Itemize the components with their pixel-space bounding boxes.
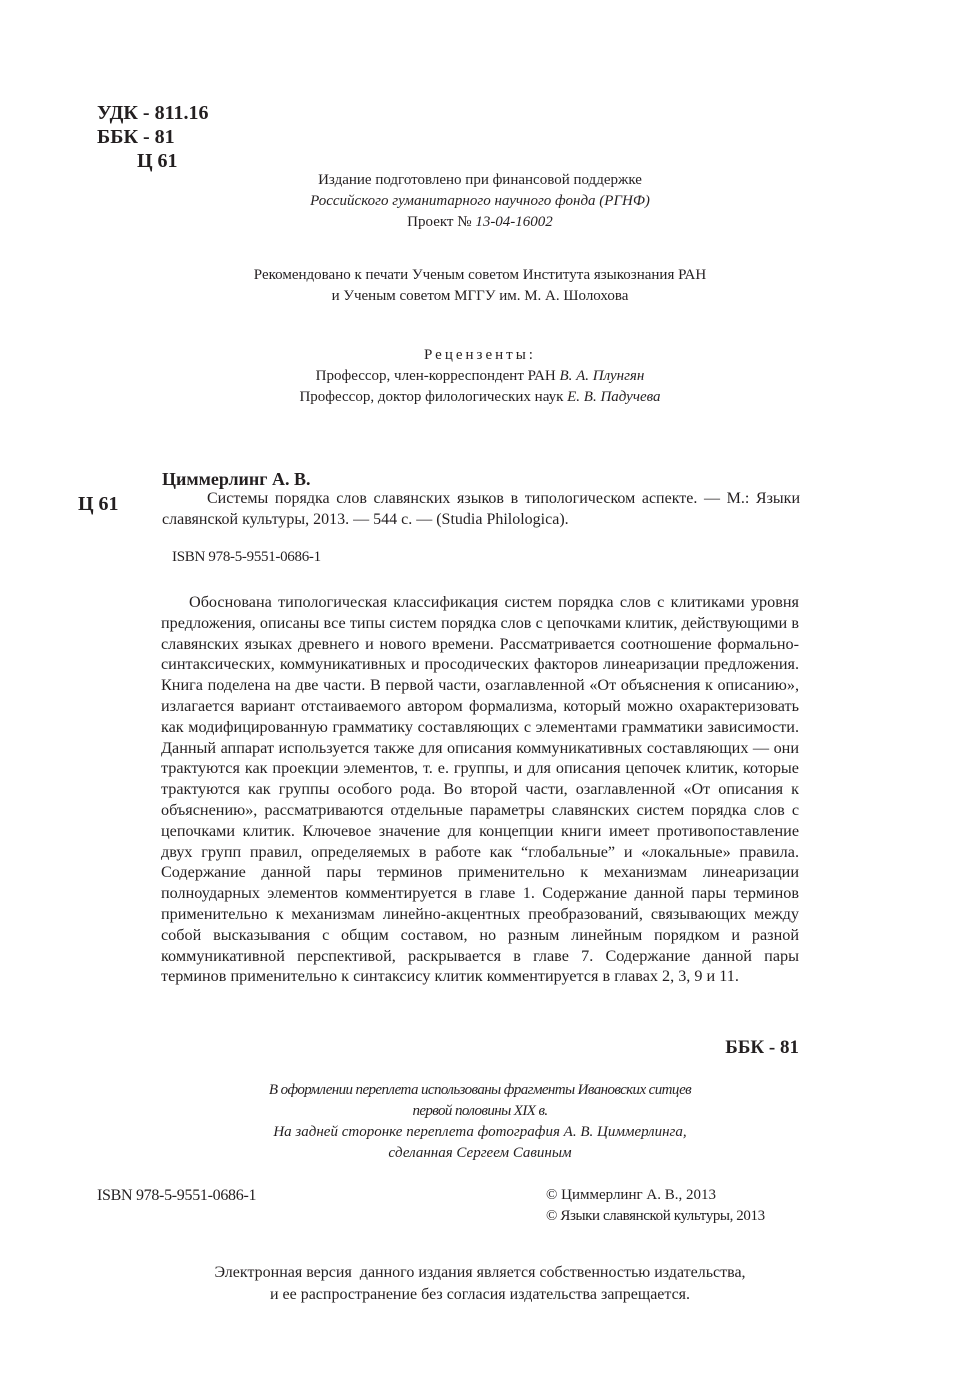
project-number: 13-04-16002 (475, 214, 553, 230)
bibliographic-cipher: Ц 61 (78, 493, 119, 515)
bibliographic-isbn: ISBN 978-5-9551-0686-1 (172, 549, 321, 565)
copyright-author: © Циммерлинг А. В., 2013 (546, 1187, 716, 1203)
footer-isbn: ISBN 978-5-9551-0686-1 (97, 1187, 257, 1204)
copyright-block (546, 1185, 765, 1227)
funding-project (200, 212, 760, 233)
electronic-notice-line-2: и ее распространение без согласия издательства запрещается. (269, 1286, 691, 1303)
project-label: Проект № (407, 214, 472, 230)
reviewer-2 (160, 387, 800, 408)
cover-note-line-4: сделанная Сергеем Савиным (388, 1145, 572, 1161)
abstract-text: Обоснована типологическая классификация систем порядка слов с клитиками уровня предложения, описаны все типы систем порядка слов с цепочками клитик, действующими в славянских языках древнего и нового времени. Рассматривается соотношение формально-синтаксических, коммуникативных и просодических факторов линеаризации предложения. Книга поделена на две части. В первой части, озаглавленной «От объяснения к описанию», излагается вариант отстаиваемого автором формализма, который можно охарактеризовать как модифицированную грамматику составляющих с элементами грамматики зависимости. Данный аппарат используется также для описания коммуникативных составляющих — они трактуются как проекции элементов, т. е. группы, и для описания цепочек клитик, которые трактуются как группы особого рода. Во второй части, озаглавленной «От описания к объяснению», рассматриваются отдельные параметры славянских систем порядка слов с цепочками клитик. Ключевое значение для концепции книги имеет противопоставление двух групп правил, определяемых в работе как “глобальные” и «локальные» правила. Содержание данной пары терминов применительно к механизмам линеаризации полноударных элементов комментируется в главе 1. Содержание данной пары терминов применительно к механизмам линейно-акцентных преобразований, связывающих между собой высказывания с общим составом, но разным линейным порядком и разной коммуникативной перспективой, раскрывается в главе 7. Содержание данной пары терминов применительно к синтаксису клитик комментируется в главах 2, 3, 9 и 11. (161, 593, 799, 986)
copyright-publisher: © Языки славянской культуры, 2013 (546, 1208, 765, 1224)
funding-note (200, 170, 760, 233)
recommendation-line-2: и Ученым советом МГГУ им. М. А. Шолохова (331, 288, 629, 304)
cover-note-line-3: На задней сторонке переплета фотография А. В. Циммерлинга, (273, 1124, 687, 1140)
funding-line-1: Издание подготовлено при финансовой поддержке (318, 172, 642, 188)
bbk-code: ББК - 81 (97, 126, 175, 148)
reviewer-1 (160, 366, 800, 387)
funding-line-2: Российского гуманитарного научного фонда (РГНФ) (310, 193, 650, 209)
cover-note-line-1: В оформлении переплета использованы фрагменты Ивановских ситцев (268, 1082, 692, 1098)
bibliographic-description: Системы порядка слов славянских языков в типологическом аспекте. — М.: Языки славянской культуры, 2013. — 544 с. — (Studia Philologica). (162, 490, 800, 528)
reviewers-heading: Рецензенты: (424, 347, 536, 363)
reviewer-2-name: Е. В. Падучева (567, 389, 661, 405)
reviewer-1-name: В. А. Плунгян (559, 368, 645, 384)
electronic-notice-line-1: Электронная версия данного издания является собственностью издательства, (214, 1264, 746, 1281)
author-cipher: Ц 61 (137, 150, 178, 172)
udk-code: УДК - 811.16 (97, 102, 209, 124)
cover-note (160, 1080, 800, 1164)
bibliographic-author: Циммерлинг А. В. (162, 469, 311, 489)
reviewers-block (160, 345, 800, 408)
bbk-bottom: ББК - 81 (725, 1037, 799, 1058)
recommendation-line-1: Рекомендовано к печати Ученым советом Института языкознания РАН (253, 267, 707, 283)
recommendation-note (160, 265, 800, 307)
reviewer-2-title: Профессор, доктор филологических наук (299, 389, 564, 405)
reviewer-1-title: Профессор, член-корреспондент РАН (315, 368, 556, 384)
electronic-notice (120, 1262, 840, 1306)
cover-note-line-2: первой половины XIX в. (412, 1103, 548, 1119)
